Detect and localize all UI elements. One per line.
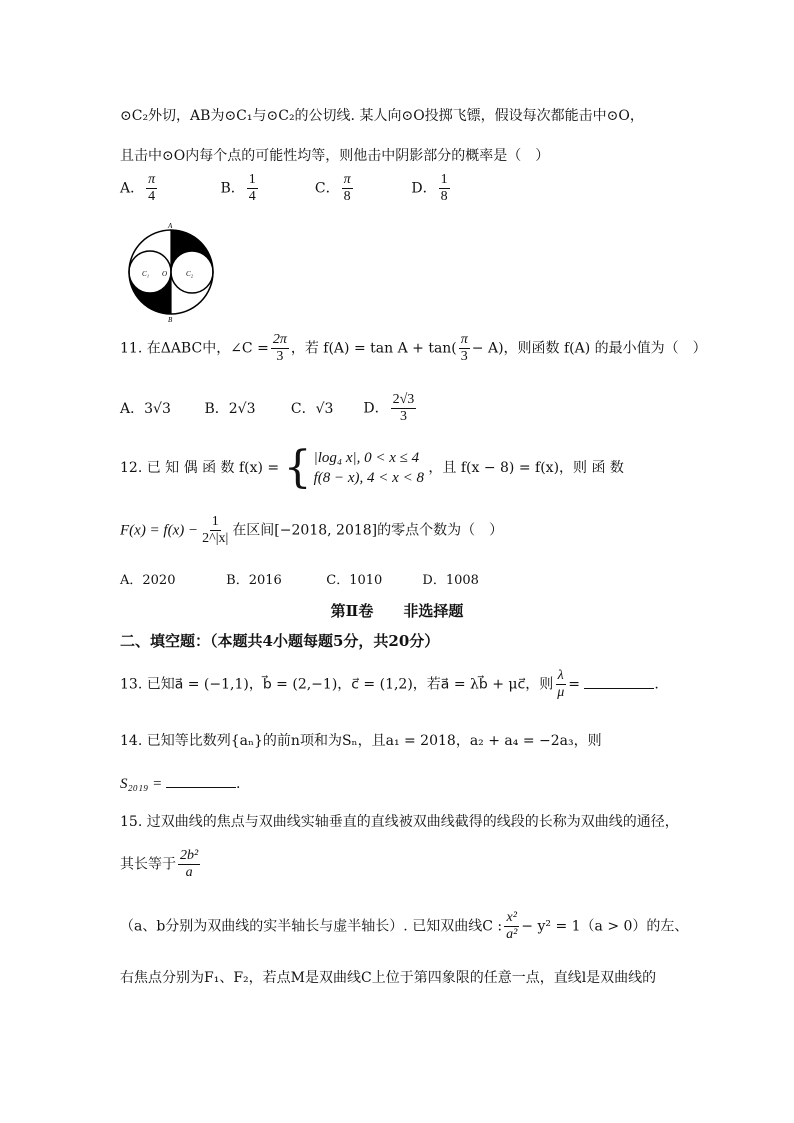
figure-label-c1: C₁ bbox=[142, 270, 150, 278]
q10-line2: 且击中⊙O内每个点的可能性均等，则他击中阴影部分的概率是（ ） bbox=[120, 148, 550, 164]
figure-label-c2: C₂ bbox=[186, 270, 194, 278]
q11-stem: 11. 在ΔABC中，∠C = $\frac{2\pi}{3}$ ，若 f(A) = tan A + tan( $\frac{\pi}{3}$ − A)，则函数 f(A) 的最小值为（ ） bbox=[120, 332, 707, 365]
q10-line1: ⊙C₂外切，AB为⊙C₁与⊙C₂的公切线. 某人向⊙O投掷飞镖，假设每次都能击中⊙O， bbox=[120, 108, 644, 124]
q14-line2: S₂₀₁₉ = . bbox=[120, 776, 241, 792]
q12-option-c: C．1010 bbox=[326, 573, 383, 588]
q12-stem: 12. 已 知 偶 函 数 f(x) = { |log₄ x|, 0 < x ≤ 4 f(8 − x), 4 < x < 8 ，且 f(x − 8) = f(x)，则 函 数 bbox=[120, 442, 624, 493]
q12-option-d: D．1008 bbox=[422, 573, 479, 588]
q10-options bbox=[120, 172, 452, 205]
q12-case-2: f(8 − x), 4 < x < 8 bbox=[313, 470, 424, 486]
q15-line3: （a、b分别为双曲线的实半轴长与虚半轴长）. 已知双曲线C : $\frac{\text{x²}}{\text{a²}}$ − y² = 1（a > 0）的左、 bbox=[120, 910, 689, 943]
q11-option-c: C．√3 bbox=[290, 400, 334, 417]
q10-circle-figure bbox=[124, 220, 218, 324]
q15-line1: 15. 过双曲线的焦点与双曲线实轴垂直的直线被双曲线截得的线段的长称为双曲线的通径， bbox=[120, 814, 679, 830]
q13-answer-blank[interactable] bbox=[584, 676, 654, 689]
q15-line4: 右焦点分别为F₁、F₂，若点M是双曲线C上位于第四象限的任意一点，直线l是双曲线的 bbox=[120, 970, 657, 986]
q12-options bbox=[120, 573, 479, 589]
q11-option-d: D． $\frac{2√3}{3}$ bbox=[363, 392, 415, 425]
figure-label-a: A bbox=[168, 222, 173, 230]
q10-option-a: A． $\frac{\pi}{4}$ bbox=[120, 172, 156, 205]
q11-option-a: A．3√3 bbox=[120, 400, 171, 417]
q11-option-b: B．2√3 bbox=[204, 400, 256, 417]
q12-line2: F(x) = f(x) − $\frac{1}{2\^{}|x|}$ 在区间[−2018, 2018]的零点个数为（ ） bbox=[120, 514, 504, 547]
q12-piecewise: { |log₄ x|, 0 < x ≤ 4 f(8 − x), 4 < x < 8 bbox=[283, 442, 424, 493]
q15-line2: 其长等于 $\frac{\text{2b²}}{a}$ bbox=[120, 848, 199, 881]
q12-case-1: |log₄ x|, 0 < x ≤ 4 bbox=[313, 449, 420, 466]
q14-stem: 14. 已知等比数列{aₙ}的前n项和为Sₙ，且a₁ = 2018，a₂ + a₄ = −2a₃，则 bbox=[120, 733, 602, 749]
q10-option-d: D． $\frac{1}{8}$ bbox=[411, 172, 448, 205]
q11-options bbox=[120, 392, 418, 425]
figure-label-o: O bbox=[162, 270, 168, 278]
q13-stem: 13. 已知a⃗ = (−1,1)，b⃗ = (2,−1)，c⃗ = (1,2)，若a⃗ = λb⃗ + μc⃗，则 $\frac{\lambda}{\mu}$ = . bbox=[120, 668, 659, 701]
section-title: 第Ⅱ卷 非选择题 bbox=[330, 602, 464, 620]
q10-option-b: B． $\frac{1}{4}$ bbox=[220, 172, 256, 205]
figure-label-b: B bbox=[168, 316, 173, 324]
q10-option-c: C． $\frac{\pi}{8}$ bbox=[314, 172, 351, 205]
q14-answer-blank[interactable] bbox=[166, 775, 236, 788]
section-heading: 二、填空题：（本题共4小题每题5分，共20分） bbox=[120, 632, 440, 650]
q12-option-a: A．2020 bbox=[120, 573, 176, 588]
q12-option-b: B．2016 bbox=[226, 573, 282, 588]
